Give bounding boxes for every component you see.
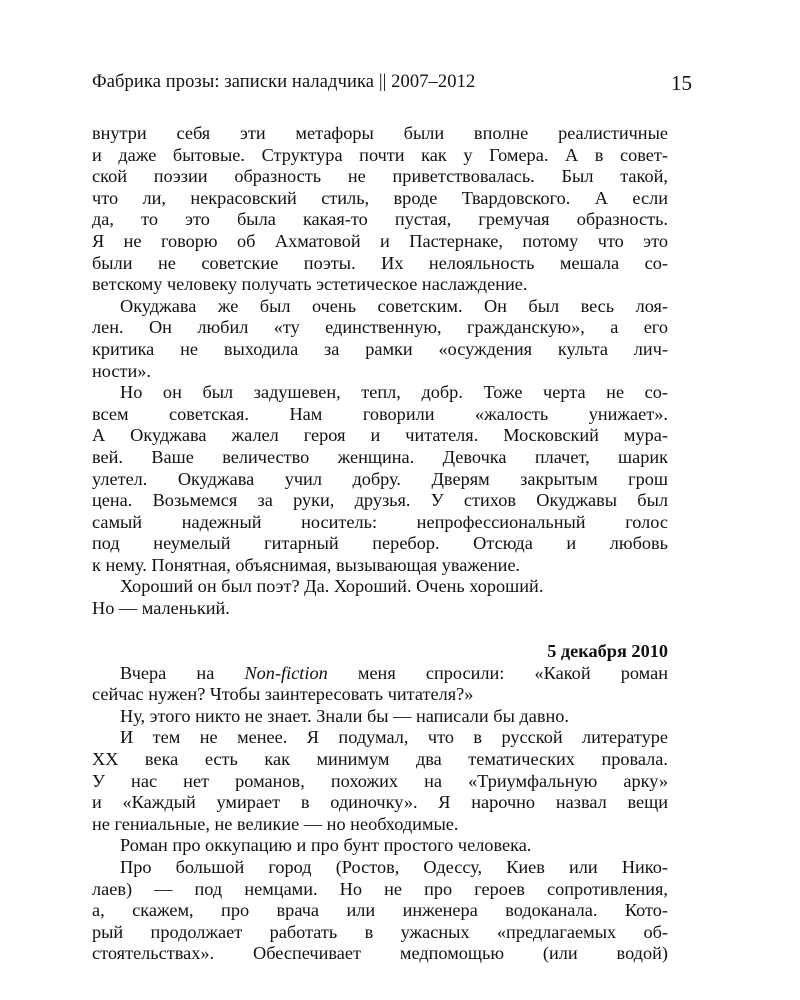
text-line: вей. Ваше величество женщина. Девочка плачет, шарик <box>92 446 668 467</box>
text-line: что ли, некрасовский стиль, вроде Твардовского. А если <box>92 187 668 208</box>
text-line: рый продолжает работать в ужасных «предлагаемых об- <box>92 921 668 942</box>
text-line: ской поэзии образность не приветствовалась. Был такой, <box>92 166 668 187</box>
text-line: не гениальные, не великие — но необходимые. <box>92 813 459 834</box>
text-line: сейчас нужен? Чтобы заинтересовать читателя?» <box>92 684 474 705</box>
italic-title: Non-fiction <box>244 662 328 683</box>
page-header <box>92 72 692 98</box>
text-line: цена. Возьмемся за руки, друзья. У стихов Окуджавы был <box>92 490 668 511</box>
text-line: под неумелый гитарный перебор. Отсюда и любовь <box>92 533 668 554</box>
text-line: стоятельствах». Обеспечивает медпомощью (или водой) <box>92 943 668 964</box>
text-line: к нему. Понятная, объяснимая, вызывающая уважение. <box>92 554 521 575</box>
page-number: 15 <box>671 71 692 95</box>
text-line: были не советские поэты. Их нелояльность мешала со- <box>92 252 668 273</box>
text-line: Про большой город (Ростов, Одессу, Киев или Нико- <box>120 857 668 877</box>
text-line: критика не выходила за рамки «осуждения культа лич- <box>92 338 668 359</box>
text-line: лен. Он любил «ту единственную, гражданскую», а его <box>92 317 668 338</box>
text-line: Хороший он был поэт? Да. Хороший. Очень хороший. <box>120 576 544 597</box>
text-line: Роман про оккупацию и про бунт простого человека. <box>120 835 532 856</box>
text-line: да, то это была какая-то пустая, гремучая образность. <box>92 209 668 230</box>
text-line: улетел. Окуджава учил добру. Дверям закрытым грош <box>92 468 668 489</box>
text-line: и «Каждый умирает в одиночку». Я нарочно назвал вещи <box>92 792 668 813</box>
text-line: Я не говорю об Ахматовой и Пастернаке, потому что это <box>92 230 668 251</box>
text-line: А Окуджава жалел героя и читателя. Московский мура- <box>92 425 668 446</box>
text-line: Ну, этого никто не знает. Знали бы — написали бы давно. <box>120 705 569 726</box>
text-line: и даже бытовые. Структура почти как у Гомера. А в совет- <box>92 144 668 165</box>
section-gap <box>92 620 668 641</box>
text-fragment: Вчера на <box>120 662 245 683</box>
text-line: И тем не менее. Я подумал, что в русской литературе <box>120 727 668 748</box>
text-line: Но — маленький. <box>92 598 230 619</box>
text-line <box>92 663 668 685</box>
text-line: XX века есть как минимум два тематических провала. <box>92 749 668 770</box>
text-line: Но он был задушевен, тепл, добр. Тоже черта не со- <box>120 382 668 403</box>
running-title: Фабрика прозы: записки наладчика || 2007–2012 <box>92 72 476 92</box>
text-line: У нас нет романов, похожих на «Триумфальную арку» <box>92 770 668 791</box>
entry-date: 5 декабря 2010 <box>547 640 668 661</box>
text-line: ветскому человеку получать эстетическое наслаждение. <box>92 274 528 295</box>
text-line: лаев) — под немцами. Но не про героев сопротивления, <box>92 878 668 899</box>
text-line: а, скажем, про врача или инженера водоканала. Кото- <box>92 900 668 921</box>
text-fragment: меня спросили: «Какой роман <box>327 662 669 683</box>
text-line: внутри себя эти метафоры были вполне реалистичные <box>92 123 668 143</box>
text-line: Окуджава же был очень советским. Он был весь лоя- <box>120 295 668 316</box>
text-line: самый надежный носитель: непрофессиональный голос <box>92 511 668 532</box>
page-body <box>92 123 668 965</box>
text-line: всем советская. Нам говорили «жалость унижает». <box>92 403 668 424</box>
text-line: ности». <box>92 360 151 381</box>
